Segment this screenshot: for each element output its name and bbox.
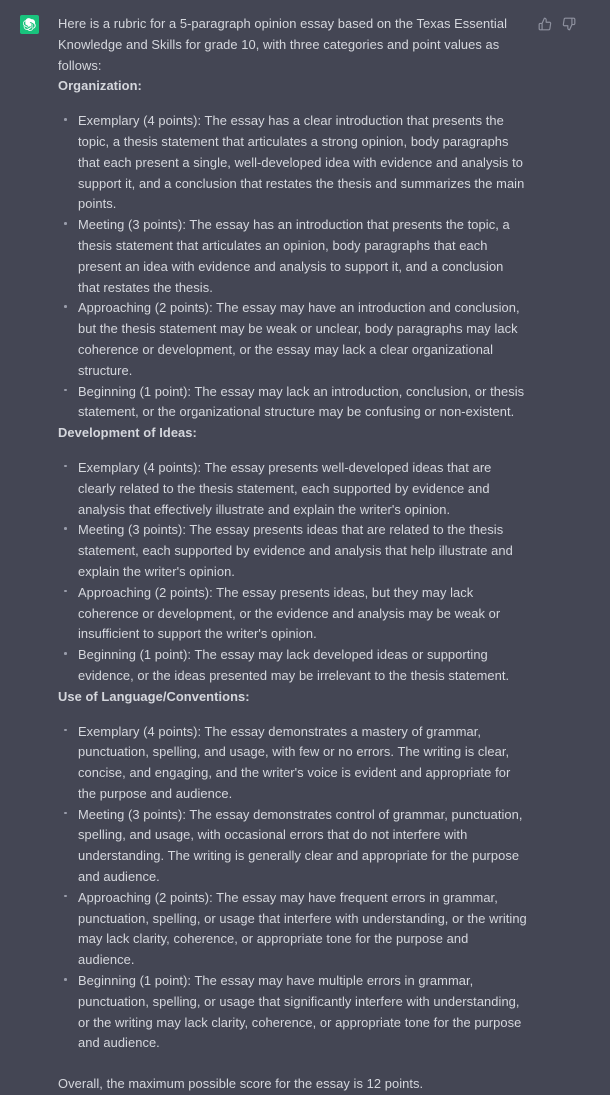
closing-paragraph: Overall, the maximum possible score for the essay is 12 points. [58, 1076, 424, 1092]
section-heading: Use of Language/Conventions: [58, 688, 250, 704]
thumbs-down-button[interactable] [561, 16, 576, 31]
thumbs-up-icon [538, 17, 552, 31]
list-item: Exemplary (4 points): The essay demonstrates a mastery of grammar, punctuation, spelling, and usage, with few or no errors. The writing is clear, concise, and engaging, and the writer's voice is evident and appropriate for the purpose and audience. [58, 722, 527, 805]
list-item: Exemplary (4 points): The essay presents well-developed ideas that are clearly related to the thesis statement, each supported by evidence and analysis that effectively illustrate and explain the writer's opinion. [58, 458, 527, 520]
rubric-list-development-of-ideas [58, 458, 527, 687]
message-inner [0, 14, 610, 1095]
intro-paragraph: Here is a rubric for a 5-paragraph opinion essay based on the Texas Essential Knowledge and Skills for grade 10, with three categories and point values as follows: [58, 16, 507, 73]
section-heading: Organization: [58, 78, 142, 94]
list-item: Approaching (2 points): The essay may have an introduction and conclusion, but the thesis statement may be weak or unclear, body paragraphs may lack coherence or development, or the essay may lack a clear organizational structure. [58, 298, 527, 381]
section-organization [58, 76, 527, 423]
thumbs-down-icon [562, 17, 576, 31]
openai-logo-icon [23, 18, 36, 31]
list-item: Meeting (3 points): The essay presents ideas that are related to the thesis statement, each supported by evidence and analysis that help illustrate and explain the writer's opinion. [58, 520, 527, 582]
assistant-avatar [20, 15, 39, 34]
list-item: Meeting (3 points): The essay demonstrates control of grammar, punctuation, spelling, and usage, with occasional errors that do not interfere with understanding. The writing is generally clear and appropriate for the purpose and audience. [58, 805, 527, 888]
rubric-list-use-of-language-conventions [58, 722, 527, 1055]
message-content [39, 14, 531, 1095]
list-item: Beginning (1 point): The essay may have multiple errors in grammar, punctuation, spelling, or usage that significantly interfere with understanding, or the writing may lack clarity, coherence, or appropriate tone for the purpose and audience. [58, 971, 527, 1054]
list-item: Exemplary (4 points): The essay has a clear introduction that presents the topic, a thesis statement that articulates a strong opinion, body paragraphs that each present a single, well-developed idea with evidence and analysis to support it, and a conclusion that restates the thesis and summarizes the main points. [58, 111, 527, 215]
thumbs-up-button[interactable] [537, 16, 552, 31]
section-development-of-ideas [58, 423, 527, 687]
list-item: Beginning (1 point): The essay may lack an introduction, conclusion, or thesis statement, or the organizational structure may be confusing or non-existent. [58, 382, 527, 424]
feedback-actions [531, 16, 576, 31]
list-item: Approaching (2 points): The essay presents ideas, but they may lack coherence or development, or the evidence and analysis may be weak or insufficient to support the writer's opinion. [58, 583, 527, 645]
list-item: Approaching (2 points): The essay may have frequent errors in grammar, punctuation, spelling, or usage that interfere with understanding, or the writing may lack clarity, coherence, or appropriate tone for the purpose and audience. [58, 888, 527, 971]
list-item: Beginning (1 point): The essay may lack developed ideas or supporting evidence, or the ideas presented may be irrelevant to the thesis statement. [58, 645, 527, 687]
list-item: Meeting (3 points): The essay has an introduction that presents the topic, a thesis statement that articulates an opinion, body paragraphs that each present an idea with evidence and analysis to support it, and a conclusion that restates the thesis. [58, 215, 527, 298]
rubric-list-organization [58, 111, 527, 423]
section-heading: Development of Ideas: [58, 425, 197, 441]
section-use-of-language-conventions [58, 687, 527, 1055]
